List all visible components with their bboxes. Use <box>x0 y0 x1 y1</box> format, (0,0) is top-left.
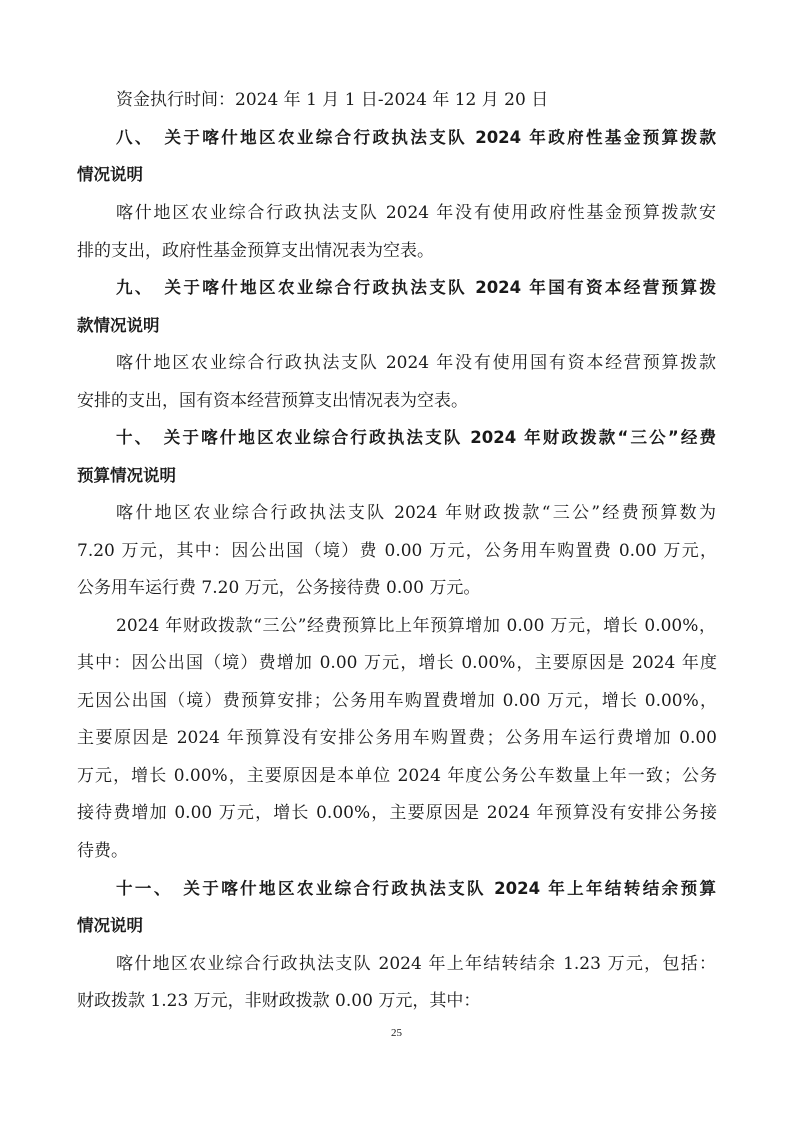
body-line: 无因公出国（境）费预算安排；公务用车购置费增加 0.00 万元，增长 0.00%， <box>77 691 717 711</box>
body-line: 待费。 <box>77 841 128 861</box>
body-line: 财政拨款 1.23 万元，非财政拨款 0.00 万元，其中： <box>77 991 481 1011</box>
body-line: 接待费增加 0.00 万元，增长 0.00%，主要原因是 2024 年预算没有安排公务接 <box>77 803 717 823</box>
body-line: 万元，增长 0.00%，主要原因是本单位 2024 年度公务公车数量上年一致；公务 <box>77 766 717 786</box>
section-heading: 十、 关于喀什地区农业综合行政执法支队 2024 年财政拨款“三公”经费 <box>116 428 716 447</box>
body-line: 排的支出，政府性基金预算支出情况表为空表。 <box>77 241 434 261</box>
body-line: 喀什地区农业综合行政执法支队 2024 年上年结转结余 1.23 万元，包括： <box>116 954 716 974</box>
section-heading: 十一、 关于喀什地区农业综合行政执法支队 2024 年上年结转结余预算 <box>116 879 716 898</box>
body-line: 喀什地区农业综合行政执法支队 2024 年财政拨款“三公”经费预算数为 <box>116 503 716 523</box>
body-line: 2024 年财政拨款“三公”经费预算比上年预算增加 0.00 万元，增长 0.00%， <box>116 616 716 636</box>
body-line: 资金执行时间：2024 年 1 月 1 日-2024 年 12 月 20 日 <box>116 90 549 110</box>
page-number: 25 <box>391 1027 402 1039</box>
body-line: 主要原因是 2024 年预算没有安排公务用车购置费；公务用车运行费增加 0.00 <box>77 728 717 748</box>
body-line: 安排的支出，国有资本经营预算支出情况表为空表。 <box>77 391 468 411</box>
section-heading: 九、 关于喀什地区农业综合行政执法支队 2024 年国有资本经营预算拨 <box>116 278 716 297</box>
section-heading: 款情况说明 <box>77 316 160 335</box>
section-heading: 情况说明 <box>77 165 143 184</box>
body-line: 7.20 万元，其中：因公出国（境）费 0.00 万元，公务用车购置费 0.00 万元， <box>77 541 717 561</box>
body-line: 其中：因公出国（境）费增加 0.00 万元，增长 0.00%，主要原因是 2024 年度 <box>77 653 717 673</box>
section-heading: 情况说明 <box>77 916 143 935</box>
body-line: 喀什地区农业综合行政执法支队 2024 年没有使用国有资本经营预算拨款 <box>116 353 716 373</box>
section-heading: 预算情况说明 <box>77 466 176 485</box>
body-line: 公务用车运行费 7.20 万元，公务接待费 0.00 万元。 <box>77 578 481 598</box>
section-heading: 八、 关于喀什地区农业综合行政执法支队 2024 年政府性基金预算拨款 <box>116 128 716 147</box>
body-line: 喀什地区农业综合行政执法支队 2024 年没有使用政府性基金预算拨款安 <box>116 203 716 223</box>
